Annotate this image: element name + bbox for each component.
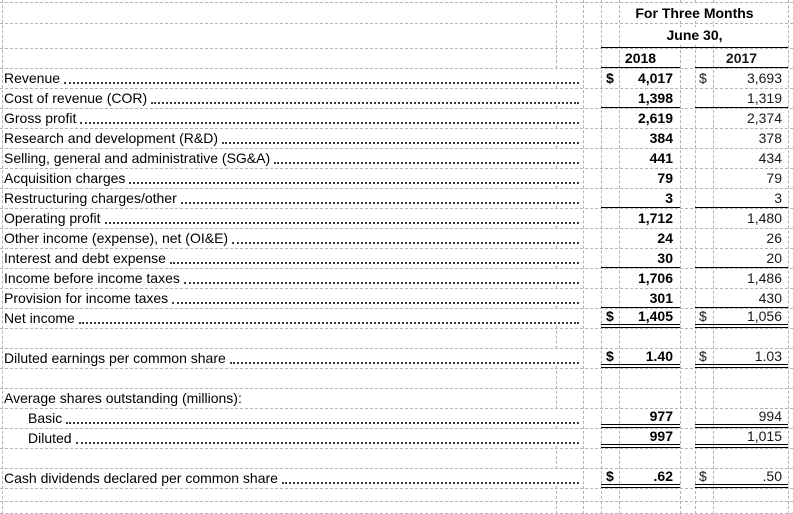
row-label-cell [0,148,601,168]
empty-cell [0,2,601,23]
row-label-cell [0,248,601,268]
row-label-cell [0,408,601,428]
dotted-leader [172,290,579,304]
table-row-revenue [0,68,793,88]
row-label-cell [0,208,601,228]
table-row-diluted-eps [0,348,793,368]
row-label-cell [0,228,601,248]
value-2018-cell [601,168,680,188]
table-row-gross-profit [0,108,793,128]
row-label: Net income [4,309,75,326]
row-label: Diluted [28,429,72,446]
year-2018-cell [601,48,680,68]
dollar-sign: $ [699,308,707,324]
empty-cell [0,23,601,48]
column-gap [680,208,695,228]
column-gap [680,188,695,208]
table-row-cost-of-revenue [0,88,793,108]
row-label: Cost of revenue (COR) [4,89,148,106]
column-gap [680,248,695,268]
row-label: Research and development (R&D) [4,129,218,146]
dotted-leader [105,210,580,224]
value-2017: 3 [774,189,782,206]
dotted-leader [76,430,579,444]
value-2017-cell [695,468,788,488]
value-2017: 3,693 [746,70,782,86]
header-row-years [0,48,793,68]
row-label-cell [0,268,601,288]
value-2018-cell [601,68,680,88]
dollar-sign: $ [606,468,614,484]
value-2018-cell [601,388,680,408]
value-2017-cell [695,268,788,288]
value-2017-cell [695,148,788,168]
value-2018-cell [601,208,680,228]
row-label-cell [0,128,601,148]
value-2018: 1.40 [645,348,673,364]
table-row-restructuring [0,188,793,208]
blank-row [0,488,793,501]
dollar-sign: $ [699,468,707,484]
row-label-cell [0,168,601,188]
value-2018-cell [601,268,680,288]
row-label: Restructuring charges/other [4,189,177,206]
header-row-period [0,2,793,23]
table-row-operating-profit [0,208,793,228]
dotted-leader [232,230,579,244]
period-header-cell [601,2,788,23]
value-2017: 1.03 [754,348,782,364]
value-2017-cell [695,168,788,188]
value-2018-cell [601,468,680,488]
date-header-cell [601,23,788,48]
row-label: Other income (expense), net (OI&E) [4,229,229,246]
value-2018-cell [601,88,680,108]
column-gap [680,308,695,328]
period-header: For Three Months [632,5,756,21]
table-row-cash-dividends [0,468,793,488]
value-2017: 430 [758,289,782,306]
row-label: Operating profit [4,209,101,226]
value-2018: 79 [657,170,673,186]
column-gap [680,148,695,168]
dollar-sign: $ [606,308,614,324]
row-label: Average shares outstanding (millions): [4,389,242,406]
column-gap [680,108,695,128]
table-row-research-development [0,128,793,148]
value-2017: 20 [766,249,782,266]
column-gap [680,408,695,428]
row-label: Basic [28,409,63,426]
row-label-cell [0,428,601,448]
value-2017-cell [695,248,788,268]
dollar-sign: $ [606,348,614,364]
value-2018: 1,398 [637,89,673,106]
blank-row [0,501,793,513]
value-2018: 24 [657,230,673,246]
value-2018-cell [601,428,680,448]
column-gap [680,288,695,308]
value-2017: 1,056 [746,308,782,324]
value-2018: 1,706 [637,270,673,286]
value-2017-cell [695,388,788,408]
value-2017: 434 [758,150,782,166]
row-label-cell [0,308,601,328]
column-gap [680,348,695,368]
row-label-cell [0,388,601,408]
dotted-leader [184,270,579,284]
dollar-sign: $ [699,70,707,86]
value-2018: 2,619 [637,110,673,126]
row-label: Interest and debt expense [4,249,166,266]
value-2017-cell [695,88,788,108]
value-2017: 1,486 [746,270,782,286]
blank-row [0,368,793,388]
blank-row [0,448,793,468]
row-label-cell [0,88,601,108]
value-2018-cell [601,128,680,148]
dollar-sign: $ [699,348,707,364]
value-2017: 1,015 [746,428,782,444]
value-2018: 441 [649,150,673,166]
row-label: Acquisition charges [4,169,126,186]
value-2017: .50 [762,468,782,484]
row-label-cell [0,468,601,488]
table-row-basic-shares [0,408,793,428]
table-row-other-income [0,228,793,248]
table-row-income-before-taxes [0,268,793,288]
dotted-leader [222,130,579,144]
value-2017: 378 [758,130,782,146]
value-2018-cell [601,148,680,168]
dotted-leader [64,70,579,84]
table-row-provision-taxes [0,288,793,308]
table-row-interest-expense [0,248,793,268]
column-gap [680,228,695,248]
column-gap [680,68,695,88]
value-2018-cell [601,188,680,208]
value-2018: 301 [649,289,673,306]
dotted-leader [230,350,579,364]
row-label: Income before income taxes [4,269,180,286]
value-2017-cell [695,228,788,248]
table-row-diluted-shares [0,428,793,448]
column-gap [680,168,695,188]
table-row-acquisition-charges [0,168,793,188]
column-gap [680,88,695,108]
value-2018-cell [601,348,680,368]
row-label-cell [0,288,601,308]
value-2018: .62 [653,468,673,484]
value-2017-cell [695,428,788,448]
value-2018: 997 [649,428,673,444]
column-gap [680,388,695,408]
value-2018-cell [601,288,680,308]
value-2017-cell [695,348,788,368]
year-2018-header: 2018 [622,50,659,66]
dotted-leader [274,150,579,164]
dotted-leader [66,410,579,424]
dotted-leader [129,170,579,184]
value-2018: 3 [665,189,673,206]
value-2017-cell [695,128,788,148]
row-label-cell [0,108,601,128]
value-2017-cell [695,408,788,428]
value-2017: 1,480 [746,210,782,226]
empty-cell [0,48,601,68]
value-2018: 1,712 [637,210,673,226]
dotted-leader [282,470,579,484]
row-label: Revenue [4,69,61,86]
table-row-net-income [0,308,793,328]
row-label: Gross profit [4,109,77,126]
row-label-cell [0,188,601,208]
dollar-sign: $ [606,70,614,86]
value-2017: 2,374 [746,110,782,126]
value-2017-cell [695,308,788,328]
table-row-average-shares-header [0,388,793,408]
value-2018: 1,405 [637,308,673,324]
value-2017-cell [695,188,788,208]
value-2017-cell [695,208,788,228]
dotted-leader [79,310,579,324]
value-2017: 26 [766,230,782,246]
blank-row [0,328,793,348]
column-gap [680,468,695,488]
column-gap [680,128,695,148]
value-2018: 977 [649,408,673,424]
row-label: Diluted earnings per common share [4,349,226,366]
value-2017: 79 [766,170,782,186]
column-gap [680,268,695,288]
dotted-leader [151,90,579,104]
value-2018: 30 [657,249,673,266]
value-2017-cell [695,288,788,308]
value-2018-cell [601,228,680,248]
row-label: Provision for income taxes [4,289,169,306]
value-2018-cell [601,408,680,428]
dotted-leader [170,250,579,264]
value-2018-cell [601,248,680,268]
column-gap [680,48,695,68]
value-2018: 384 [649,130,673,146]
header-row-date [0,23,793,48]
row-label-cell [0,68,601,88]
table-row-sga [0,148,793,168]
value-2018: 4,017 [637,70,673,86]
value-2017-cell [695,108,788,128]
date-header: June 30, [663,27,725,43]
row-label-cell [0,348,601,368]
row-label: Cash dividends declared per common share [4,469,278,486]
dotted-leader [181,190,579,204]
row-label: Selling, general and administrative (SG&A) [4,149,271,166]
value-2018-cell [601,108,680,128]
table [0,2,793,513]
dotted-leader [80,110,579,124]
value-2017-cell [695,68,788,88]
value-2018-cell [601,308,680,328]
value-2017: 1,319 [746,89,782,106]
column-gap [680,428,695,448]
year-2017-cell [695,48,788,68]
year-2017-header: 2017 [723,50,760,66]
value-2017: 994 [758,408,782,424]
